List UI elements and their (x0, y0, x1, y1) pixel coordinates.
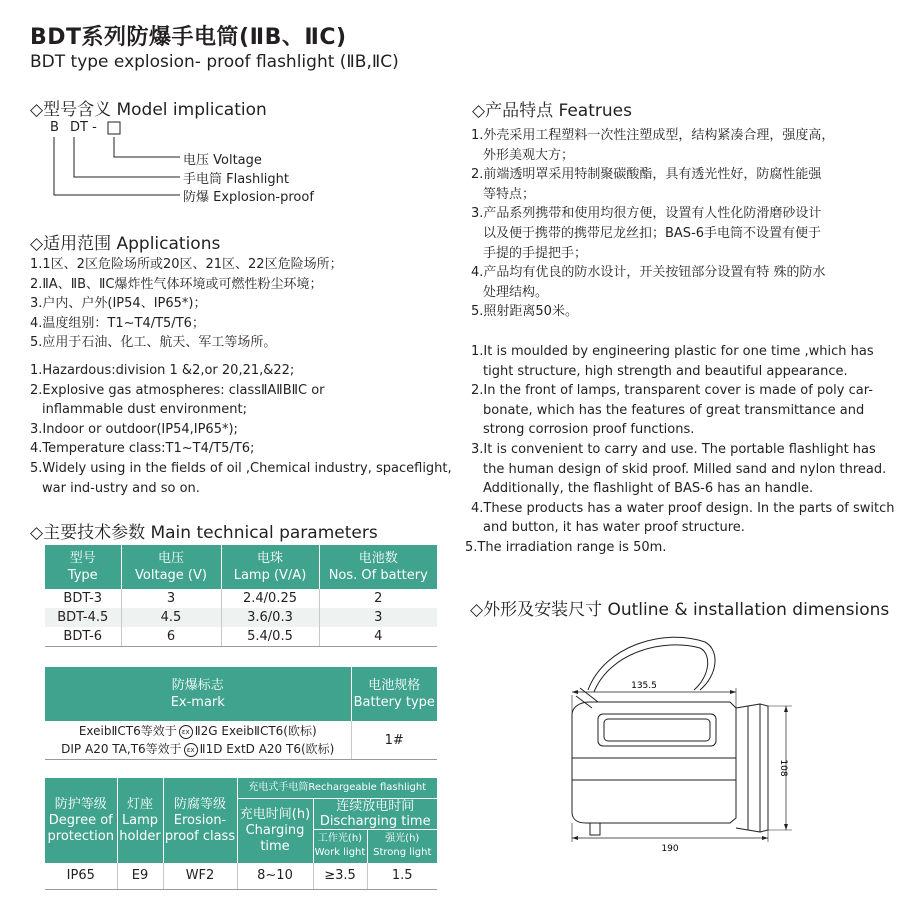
table-header: 充电时间(h) Charging time (237, 798, 313, 863)
model-code-b: B (50, 120, 59, 135)
model-box (108, 122, 120, 134)
list-item: 5.应用于石油、化工、航天、军工等场所。 (30, 335, 277, 351)
table-header: 防腐等级 Erosion- proof class (163, 778, 237, 863)
params-table-2 (45, 667, 437, 760)
list-item: 以及便于携带的携带尼龙丝扣；BAS-6手电筒不设置有便于 (483, 225, 822, 241)
table-header: 强光(h) Strong light (367, 829, 437, 863)
table-header: 连续放电时间 Discharging time (313, 798, 437, 829)
battery-header: 电池规格 Battery type (351, 667, 437, 721)
model-code-dt: DT - (70, 120, 97, 135)
list-item: 2.In the front of lamps, transparent cover is made of poly car- (471, 383, 873, 399)
dim-top-label: 135.5 (631, 681, 657, 691)
list-item: 1.It is moulded by engineering plastic for one time ,which has (471, 344, 874, 359)
table-row (45, 589, 437, 608)
table-cell: IP65 (45, 863, 117, 889)
list-item: 5.The irradiation range is 50m. (465, 539, 667, 555)
table-row (45, 721, 437, 760)
list-item: 4.产品均有优良的防水设计，开关按钮部分设置有特 殊的防水 (471, 265, 826, 281)
table-cell: 2 (374, 591, 383, 606)
applications-heading: ◇适用范围 Applications (30, 234, 221, 254)
model-explosion-label: 防爆 Explosion-proof (183, 190, 314, 205)
table-header: 工作光(h) Work light (313, 829, 367, 863)
exmark-cell: ExeibⅡCT6等效于 εx Ⅱ2G ExeibⅡCT6(欧标) DIP A20 TA,T6等效于 εx Ⅱ1D ExtD A20 T6(欧标) (45, 721, 351, 760)
table-cell: 6 (121, 627, 221, 647)
body-outline (572, 702, 736, 823)
list-item: tight structure, high strength and beautiful appearance. (483, 363, 848, 379)
page-subtitle: BDT type explosion- proof flashlight (ⅡB,ⅡC) (30, 52, 399, 72)
table-cell: 2.4/0.25 (221, 589, 319, 608)
ex-mark-icon: εx (179, 725, 193, 739)
table-cell: 4.5 (121, 608, 221, 627)
model-flashlight-label: 手电筒 Flashlight (183, 172, 290, 187)
table-cell: E9 (117, 863, 163, 889)
table-cell: ≥3.5 (313, 863, 367, 889)
list-item: and button, it has water proof structure. (483, 520, 745, 536)
outline-heading: ◇外形及安装尺寸 Outline & installation dimensions (470, 600, 890, 620)
rechargeable-group-header: 充电式手电筒Rechargeable flashlight (237, 778, 437, 798)
list-item: 3.Indoor or outdoor(IP54,IP65*); (30, 421, 238, 437)
params-heading: ◇主要技术参数 Main technical parameters (30, 523, 378, 543)
list-item: 4.Temperature class:T1~T4/T5/T6; (30, 441, 255, 457)
list-item: 4.These products has a water proof design. In the parts of switch (471, 500, 895, 516)
features-en-list (465, 342, 895, 558)
list-item: 3.户内、户外(IP54、IP65*)； (30, 296, 207, 312)
table-row (45, 627, 437, 647)
table-header: 电压 Voltage (V) (121, 545, 221, 589)
list-item: 3.It is convenient to carry and use. The portable flashlight has (471, 441, 876, 457)
list-item: inflammable dust environment; (42, 402, 247, 418)
list-item: 1.外壳采用工程塑料一次性注塑成型，结构紧凑合理，强度高， (471, 128, 835, 143)
params-table-1 (45, 545, 437, 647)
model-voltage-label: 电压 Voltage (183, 153, 262, 168)
table-row (45, 608, 437, 627)
table-cell: 4 (319, 627, 437, 647)
table-cell: WF2 (163, 863, 237, 889)
table-row (45, 863, 437, 889)
table-header: 型号 Type (45, 545, 121, 589)
table-header: 电池数 Nos. Of battery (319, 545, 437, 589)
features-heading: ◇产品特点 Featrues (472, 101, 632, 121)
list-item: 5.Widely using in the fields of oil ,Chemical industry, spaceflight, (30, 460, 452, 476)
table-cell: 3.6/0.3 (221, 608, 319, 627)
list-item: 3.产品系列携带和使用均很方便，设置有人性化防滑磨砂设计 (471, 206, 822, 222)
table-cell: 8~10 (237, 863, 313, 889)
list-item: 外形美观大方； (483, 147, 575, 163)
list-item: 2.Explosive gas atmospheres: classⅡAⅡBⅡC or (30, 382, 325, 398)
list-item: 2.前端透明罩采用特制聚碳酸酯，具有透光性好，防腐性能强 (471, 167, 822, 183)
list-item: 5.照射距离50米。 (471, 304, 578, 320)
applications-en-list (30, 361, 452, 498)
table-cell: 3 (319, 608, 437, 627)
table-header: 电珠 Lamp (V/A) (221, 545, 319, 589)
list-item: bonate, which has the features of great transmittance and (483, 402, 865, 418)
list-item: the human design of skid proof. Milled sand and nylon thread. (483, 461, 887, 477)
table-header: 灯座 Lamp holder (117, 778, 163, 863)
params-table-3 (45, 778, 437, 890)
list-item: 4.温度组别：T1~T4/T5/T6； (30, 315, 205, 331)
list-item: 等特点； (483, 186, 536, 202)
ex-mark-icon: εx (184, 743, 198, 757)
dim-height-label: 108 (778, 759, 788, 777)
page-title: BDT系列防爆手电筒(ⅡB、ⅡC) (30, 25, 347, 50)
table-header: 防护等级 Degree of protection (45, 778, 117, 863)
table-cell: BDT-3 (45, 589, 121, 608)
flashlight-outline-drawing (560, 630, 800, 855)
list-item: 2.ⅡA、ⅡB、ⅡC爆炸性气体环境或可燃性粉尘环境； (30, 276, 323, 292)
list-item: 1.1区、2区危险场所或20区、21区、22区危险场所； (30, 257, 343, 272)
list-item: 1.Hazardous:division 1 &2,or 20,21,&22; (30, 363, 295, 378)
model-diagram-lines (40, 115, 190, 205)
table-cell: 3 (121, 589, 221, 608)
dim-bottom-label: 190 (661, 844, 679, 854)
exmark-header: 防爆标志 Ex-mark (45, 667, 351, 721)
list-item: 处理结构。 (483, 284, 549, 300)
list-item: strong corrosion proof functions. (483, 422, 695, 438)
model-heading: ◇型号含义 Model implication (30, 100, 267, 120)
table-cell: 5.4/0.5 (221, 627, 319, 647)
table-cell: BDT-4.5 (45, 608, 121, 627)
applications-cn-list (30, 255, 343, 353)
table-cell: BDT-6 (45, 627, 121, 647)
battery-cell: 1# (351, 721, 437, 760)
table-cell: 1.5 (367, 863, 437, 889)
list-item: 手提的手提把手； (483, 245, 588, 261)
list-item: Additionally, the flashlight of BAS-6 has an handle. (483, 481, 814, 497)
features-cn-list (471, 126, 834, 322)
list-item: war ind-ustry and so on. (42, 480, 200, 496)
